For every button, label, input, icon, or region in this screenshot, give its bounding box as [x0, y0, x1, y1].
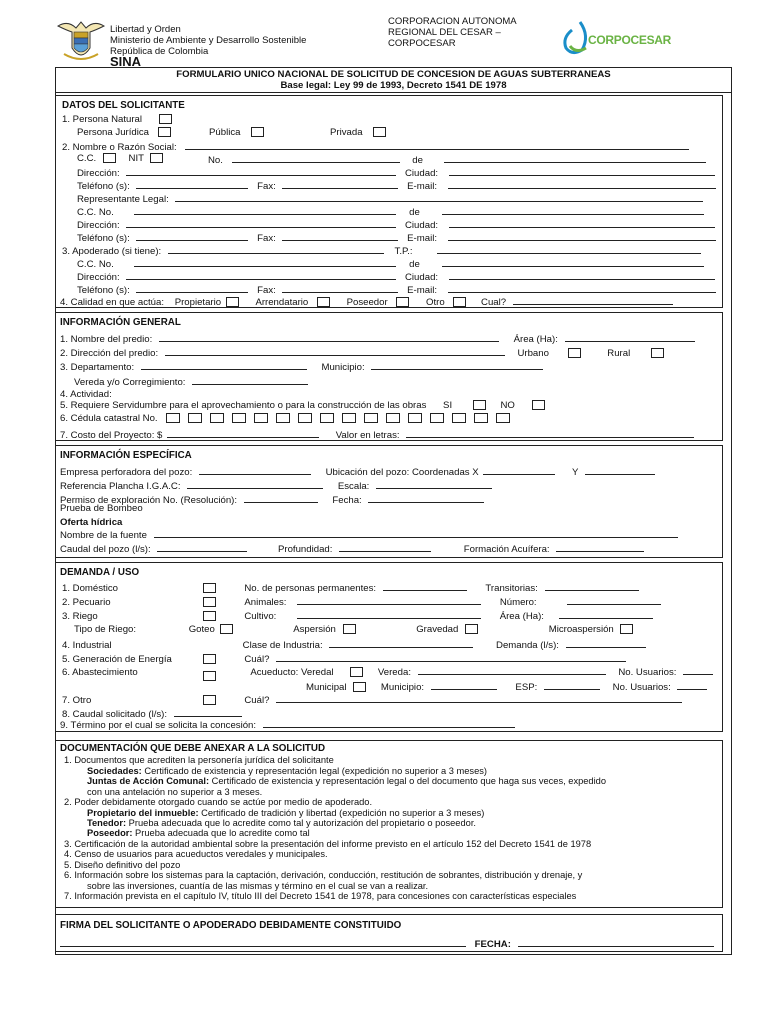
label-energia: 5. Generación de Energía	[62, 654, 172, 665]
cedula-catastral-box[interactable]	[430, 413, 444, 423]
field-de-3[interactable]	[442, 257, 704, 267]
label-riego: 3. Riego	[62, 611, 98, 622]
row-tipo-riego	[74, 624, 633, 635]
field-caudal-solicitado[interactable]	[174, 707, 242, 717]
label-ubicacion: Ubicación del pozo: Coordenadas X	[325, 467, 479, 478]
label-poseedor: Poseedor	[346, 297, 388, 308]
label-fax-1: Fax:	[257, 181, 276, 192]
label-domestico: 1. Doméstico	[62, 583, 118, 594]
checkbox-domestico[interactable]	[203, 583, 216, 593]
field-numero[interactable]	[567, 595, 661, 605]
label-valor-letras: Valor en letras:	[335, 430, 400, 441]
field-termino[interactable]	[263, 718, 515, 728]
field-nombre-razon[interactable]	[185, 140, 689, 150]
row-plancha	[60, 479, 492, 492]
corpocesar-logo-text: CORPOCESAR	[588, 33, 672, 47]
label-de-2: de	[409, 207, 420, 218]
checkbox-si[interactable]	[473, 400, 486, 410]
field-profundidad[interactable]	[339, 542, 431, 552]
cedula-catastral-box[interactable]	[232, 413, 246, 423]
label-cc-no-1: C.C. No.	[77, 207, 114, 218]
label-cc: C.C.	[77, 153, 97, 164]
checkbox-poseedor[interactable]	[396, 297, 409, 307]
row-publica	[209, 127, 264, 138]
sina-label: SINA	[110, 54, 142, 69]
field-municipio[interactable]	[371, 360, 543, 370]
doc-item-5: 5. Diseño definitivo del pozo	[64, 860, 181, 870]
label-abastecimiento: 6. Abastecimiento	[62, 667, 138, 678]
label-fax-2: Fax:	[257, 233, 276, 244]
field-fecha-permiso[interactable]	[368, 493, 484, 503]
cedula-catastral-box[interactable]	[188, 413, 202, 423]
label-direccion-1: Dirección:	[77, 168, 120, 179]
cedula-catastral-box[interactable]	[298, 413, 312, 423]
doc-item-1: 1. Documentos que acrediten la personería jurídica del solicitante	[64, 755, 334, 765]
field-cultivo[interactable]	[297, 609, 481, 619]
checkbox-otro-uso[interactable]	[203, 695, 216, 705]
row-otro-uso	[62, 693, 682, 706]
field-email-2[interactable]	[448, 231, 716, 241]
label-vereda-ab: Vereda:	[377, 667, 411, 678]
checkbox-cc[interactable]	[103, 153, 116, 163]
label-industrial: 4. Industrial	[62, 640, 112, 651]
doc-item-2: 2. Poder debidamente otorgado cuando se actúe por medio de apoderado.	[64, 797, 373, 807]
label-rural: Rural	[607, 348, 631, 359]
label-fecha-firma: FECHA:	[474, 939, 511, 950]
field-animales[interactable]	[297, 595, 481, 605]
doc-item-3: 3. Certificación de la autoridad ambiental sobre la presentación del informe previsto en el artículo 152 del Decreto 1541 de 1978	[64, 839, 592, 849]
row-direccion-1	[77, 166, 715, 179]
label-de-3: de	[409, 259, 420, 270]
checkbox-energia[interactable]	[203, 654, 216, 664]
doc-item-7: 7. Información prevista en el capítulo IV, título III del Decreto 1541 de 1978, para concesiones con características especiales	[64, 891, 577, 901]
checkbox-persona-natural[interactable]	[159, 114, 172, 124]
checkbox-otro[interactable]	[453, 297, 466, 307]
field-ciudad-2[interactable]	[449, 218, 715, 228]
field-ciudad-3[interactable]	[449, 270, 715, 280]
field-vereda-ab[interactable]	[418, 665, 606, 675]
label-otro-uso: 7. Otro	[62, 695, 92, 706]
row-nombre-predio	[60, 332, 695, 345]
label-ciudad-2: Ciudad:	[405, 220, 439, 231]
field-direccion-3[interactable]	[126, 270, 396, 280]
label-cual: Cual?	[481, 297, 507, 308]
row-costo	[60, 428, 694, 441]
label-clase-industria: Clase de Industria:	[242, 640, 323, 651]
section-title-solicitante: DATOS DEL SOLICITANTE	[62, 100, 185, 111]
label-nit: NIT	[128, 153, 144, 164]
label-nombre-razon: 2. Nombre o Razón Social:	[62, 142, 177, 153]
label-urbano: Urbano	[517, 348, 549, 359]
doc-item-6: 6. Información sobre los sistemas para la captación, derivación, conducción, restitución de sobrantes, distribución y drenaje, y	[64, 870, 583, 880]
row-departamento	[60, 360, 543, 373]
label-caudal-pozo: Caudal del pozo (l/s):	[60, 544, 151, 555]
cedula-catastral-box[interactable]	[364, 413, 378, 423]
doc-item-1c: con una antelación no superior a 3 meses.	[87, 787, 263, 797]
label-fuente: Nombre de la fuente	[60, 530, 147, 541]
field-fuente[interactable]	[154, 528, 678, 538]
field-apoderado[interactable]	[168, 244, 384, 254]
label-cual-otro: Cuál?	[244, 695, 270, 706]
label-no-serv: NO	[500, 400, 515, 411]
label-telefono-2: Teléfono (s):	[77, 233, 130, 244]
label-direccion-3: Dirección:	[77, 272, 120, 283]
title-line-1: FORMULARIO UNICO NACIONAL DE SOLICITUD DE CONCESION DE AGUAS SUBTERRANEAS	[176, 69, 611, 80]
cedula-catastral-box[interactable]	[496, 413, 510, 423]
row-cc-nit	[77, 153, 163, 164]
label-personas: No. de personas permanentes:	[244, 583, 377, 594]
checkbox-rural[interactable]	[651, 348, 664, 358]
checkbox-no[interactable]	[532, 400, 545, 410]
checkbox-municipal[interactable]	[353, 682, 366, 692]
label-municipio: Municipio:	[321, 362, 365, 373]
checkbox-abastecimiento[interactable]	[203, 671, 216, 681]
label-persona-juridica: Persona Jurídica	[77, 127, 149, 138]
checkbox-persona-juridica[interactable]	[158, 127, 171, 137]
checkbox-urbano[interactable]	[568, 348, 581, 358]
label-formacion: Formación Acuífera:	[463, 544, 550, 555]
field-fax-3[interactable]	[282, 283, 398, 293]
label-representante: Representante Legal:	[77, 194, 169, 205]
header	[0, 0, 768, 68]
label-microaspersion: Microaspersión	[548, 624, 614, 635]
cedula-catastral-box[interactable]	[386, 413, 400, 423]
field-plancha[interactable]	[187, 479, 323, 489]
row-abastecimiento	[62, 665, 713, 678]
row-persona-juridica	[77, 127, 171, 138]
field-direccion-predio[interactable]	[165, 346, 505, 356]
row-actividad	[60, 389, 112, 400]
row-direccion-predio	[60, 346, 664, 359]
label-email-1: E-mail:	[407, 181, 438, 192]
cedula-catastral-box[interactable]	[342, 413, 356, 423]
field-email-3[interactable]	[448, 283, 716, 293]
label-empresa: Empresa perforadora del pozo:	[60, 467, 193, 478]
label-oferta: Oferta hídrica	[60, 517, 123, 528]
field-fax-1[interactable]	[282, 179, 398, 189]
doc-item-2a-label: Propietario del inmueble:	[87, 808, 199, 818]
row-empresa	[60, 465, 655, 478]
field-coord-x[interactable]	[483, 465, 555, 475]
label-usuarios-2: No. Usuarios:	[612, 682, 671, 693]
label-cc-no-2: C.C. No.	[77, 259, 114, 270]
field-area-predio[interactable]	[565, 332, 695, 342]
label-area-riego: Área (Ha):	[499, 611, 544, 622]
corp-line-2: REGIONAL DEL CESAR –	[388, 27, 501, 38]
row-direccion-3	[77, 270, 715, 283]
row-privada	[330, 127, 386, 138]
government-lines	[110, 24, 306, 57]
label-de: de	[412, 155, 423, 166]
doc-item-2c	[87, 828, 310, 839]
label-transitorias: Transitorias:	[485, 583, 538, 594]
label-aspersion: Aspersión	[293, 624, 336, 635]
corp-line-1: CORPORACION AUTONOMA	[388, 16, 517, 27]
label-direccion-predio: 2. Dirección del predio:	[60, 348, 159, 359]
field-direccion-1[interactable]	[126, 166, 396, 176]
label-fecha-permiso: Fecha:	[332, 495, 362, 506]
cedula-catastral-box[interactable]	[210, 413, 224, 423]
label-email-2: E-mail:	[407, 233, 438, 244]
checkbox-goteo[interactable]	[220, 624, 233, 634]
row-oferta	[60, 517, 122, 528]
label-telefono-1: Teléfono (s):	[77, 181, 130, 192]
label-termino: 9. Término por el cual se solicita la concesión:	[60, 720, 257, 731]
doc-item-2c-text: Prueba adecuada que lo acredite como tal	[132, 828, 310, 838]
label-pecuario: 2. Pecuario	[62, 597, 111, 608]
doc-item-1b	[87, 776, 606, 787]
label-municipal: Municipal	[306, 682, 347, 693]
field-cual-otro[interactable]	[276, 693, 682, 703]
field-nombre-predio[interactable]	[159, 332, 499, 342]
label-numero: Número:	[499, 597, 537, 608]
row-firma	[60, 937, 714, 950]
checkbox-pecuario[interactable]	[203, 597, 216, 607]
corporation-lines	[388, 16, 517, 49]
label-propietario: Propietario	[174, 297, 222, 308]
doc-item-1b-text: Certificado de existencia y representación legal o del documento que haga sus veces, expedido	[209, 776, 607, 786]
checkbox-propietario[interactable]	[226, 297, 239, 307]
field-usuarios-1[interactable]	[683, 665, 713, 675]
doc-item-1a	[87, 766, 487, 777]
label-usuarios-1: No. Usuarios:	[618, 667, 677, 678]
field-permiso[interactable]	[244, 493, 318, 503]
field-telefono-3[interactable]	[136, 283, 248, 293]
form-title	[55, 67, 732, 92]
label-plancha: Referencia Plancha I.G.A.C:	[60, 481, 181, 492]
field-formacion[interactable]	[556, 542, 644, 552]
doc-item-1b-label: Juntas de Acción Comunal:	[87, 776, 210, 786]
field-fax-2[interactable]	[282, 231, 398, 241]
label-bombeo: Prueba de Bombeo	[60, 503, 143, 514]
field-esp[interactable]	[544, 680, 600, 690]
label-demanda-ls: Demanda (l/s):	[496, 640, 559, 651]
doc-item-2c-label: Poseedor:	[87, 828, 133, 838]
label-municipio-ab: Municipio:	[380, 682, 425, 693]
row-domestico	[62, 581, 639, 594]
label-telefono-3: Teléfono (s):	[77, 285, 130, 296]
label-caudal-solicitado: 8. Caudal solicitado (l/s):	[62, 709, 168, 720]
label-coord-y: Y	[572, 467, 579, 478]
label-direccion-2: Dirección:	[77, 220, 120, 231]
section-title-general: INFORMACIÓN GENERAL	[60, 317, 181, 328]
doc-item-6b: sobre las inversiones, cuantía de las mismas y término en el cual se van a realizar.	[87, 881, 429, 891]
label-permiso: Permiso de exploración No. (Resolución):	[60, 495, 238, 506]
field-fecha-firma[interactable]	[518, 937, 714, 947]
label-acueducto-veredal: Acueducto: Veredal	[250, 667, 334, 678]
label-vereda: Vereda y/o Corregimiento:	[74, 377, 186, 388]
label-cual-energia: Cuál?	[244, 654, 270, 665]
label-persona-natural: 1. Persona Natural	[62, 114, 142, 125]
label-fax-3: Fax:	[257, 285, 276, 296]
checkbox-microaspersion[interactable]	[620, 624, 633, 634]
field-area-riego[interactable]	[559, 609, 653, 619]
colombia-coat-of-arms-icon	[56, 18, 106, 66]
label-area-predio: Área (Ha):	[513, 334, 558, 345]
field-cual[interactable]	[513, 295, 673, 305]
label-si: SI	[443, 400, 453, 411]
label-departamento: 3. Departamento:	[60, 362, 135, 373]
cedula-catastral-box[interactable]	[452, 413, 466, 423]
cedula-catastral-box[interactable]	[474, 413, 488, 423]
row-persona-natural	[62, 114, 172, 125]
label-profundidad: Profundidad:	[278, 544, 333, 555]
field-municipio-ab[interactable]	[431, 680, 497, 690]
doc-item-1a-label: Sociedades:	[87, 766, 142, 776]
checkbox-veredal[interactable]	[350, 667, 363, 677]
row-caudal-pozo	[60, 542, 644, 555]
field-cc-no-1[interactable]	[134, 205, 396, 215]
field-email-1[interactable]	[448, 179, 716, 189]
label-escala: Escala:	[337, 481, 370, 492]
checkbox-nit[interactable]	[150, 153, 163, 163]
section-title-especifica: INFORMACIÓN ESPECÍFICA	[60, 450, 192, 461]
checkbox-riego[interactable]	[203, 611, 216, 621]
section-title-documentacion: DOCUMENTACIÓN QUE DEBE ANEXAR A LA SOLICITUD	[60, 743, 326, 754]
label-goteo: Goteo	[188, 624, 215, 635]
field-no[interactable]	[232, 153, 400, 163]
cedula-catastral-box[interactable]	[276, 413, 290, 423]
field-ciudad-1[interactable]	[449, 166, 715, 176]
cedula-catastral-box[interactable]	[254, 413, 268, 423]
row-calidad	[60, 295, 673, 308]
label-apoderado: 3. Apoderado (si tiene):	[62, 246, 162, 257]
title-line-2: Base legal: Ley 99 de 1993, Decreto 1541 DE 1978	[280, 80, 507, 91]
label-nombre-predio: 1. Nombre del predio:	[60, 334, 153, 345]
row-no-de	[208, 153, 706, 166]
row-fuente	[60, 528, 678, 541]
cedula-catastral-box[interactable]	[166, 413, 180, 423]
label-email-3: E-mail:	[407, 285, 438, 296]
doc-item-2b	[87, 818, 476, 829]
field-direccion-2[interactable]	[126, 218, 396, 228]
gov-line-3: República de Colombia	[110, 46, 209, 57]
label-otro: Otro	[426, 297, 445, 308]
field-caudal-pozo[interactable]	[157, 542, 247, 552]
row-termino	[60, 718, 515, 731]
label-tp: T.P.:	[394, 246, 413, 257]
label-costo: 7. Costo del Proyecto: $	[60, 430, 163, 441]
row-telefono-2	[77, 231, 716, 244]
field-usuarios-2[interactable]	[677, 680, 707, 690]
field-empresa[interactable]	[199, 465, 311, 475]
row-energia	[62, 652, 626, 665]
field-valor-letras[interactable]	[406, 428, 694, 438]
label-tipo-riego: Tipo de Riego:	[74, 624, 137, 635]
label-servidumbre: 5. Requiere Servidumbre para el aprovechamiento o para la construcción de las obras	[60, 400, 427, 411]
field-telefono-1[interactable]	[136, 179, 248, 189]
row-cedula-catastral	[60, 413, 510, 424]
field-escala[interactable]	[376, 479, 492, 489]
label-no: No.	[208, 155, 223, 166]
cedula-catastral-boxes	[160, 413, 510, 424]
checkbox-aspersion[interactable]	[343, 624, 356, 634]
label-arrendatario: Arrendatario	[255, 297, 309, 308]
row-representante	[77, 192, 703, 205]
checkbox-privada[interactable]	[373, 127, 386, 137]
label-calidad: 4. Calidad en que actúa:	[60, 297, 165, 308]
row-direccion-2	[77, 218, 715, 231]
field-clase-industria[interactable]	[329, 638, 473, 648]
row-vereda	[74, 375, 308, 388]
field-personas[interactable]	[383, 581, 467, 591]
gov-line-1: Libertad y Orden	[110, 24, 181, 35]
row-telefono-1	[77, 179, 716, 192]
field-departamento[interactable]	[141, 360, 307, 370]
row-nombre-razon	[62, 140, 689, 153]
field-cual-energia[interactable]	[276, 652, 626, 662]
label-animales: Animales:	[244, 597, 287, 608]
label-cedula-catastral: 6. Cédula catastral No.	[60, 413, 158, 424]
cedula-catastral-box[interactable]	[320, 413, 334, 423]
label-privada: Privada	[330, 127, 363, 138]
cedula-catastral-box[interactable]	[408, 413, 422, 423]
label-gravedad: Gravedad	[416, 624, 459, 635]
row-riego	[62, 609, 653, 622]
field-tp[interactable]	[437, 244, 701, 254]
field-demanda-ls[interactable]	[566, 638, 646, 648]
label-ciudad-3: Ciudad:	[405, 272, 439, 283]
gov-line-2: Ministerio de Ambiente y Desarrollo Sostenible	[110, 35, 307, 46]
section-title-demanda: DEMANDA / USO	[60, 567, 140, 578]
row-cc-no-2	[77, 257, 704, 270]
checkbox-publica[interactable]	[251, 127, 264, 137]
section-title-firma: FIRMA DEL SOLICITANTE O APODERADO DEBIDAMENTE CONSTITUIDO	[60, 920, 402, 931]
label-publica: Pública	[209, 127, 241, 138]
field-de-2[interactable]	[442, 205, 704, 215]
doc-item-2a-text: Certificado de tradición y libertad (expedición no superior a 3 meses)	[198, 808, 485, 818]
field-telefono-2[interactable]	[136, 231, 248, 241]
row-industrial	[62, 638, 646, 651]
corp-line-3: CORPOCESAR	[388, 38, 456, 49]
row-cc-no-1	[77, 205, 704, 218]
label-esp: ESP:	[515, 682, 538, 693]
field-firma[interactable]	[60, 937, 466, 947]
field-coord-y[interactable]	[585, 465, 655, 475]
row-bombeo	[60, 503, 143, 514]
doc-item-2a	[87, 808, 484, 819]
doc-item-2b-label: Tenedor:	[87, 818, 127, 828]
row-apoderado	[62, 244, 701, 257]
checkbox-arrendatario[interactable]	[317, 297, 330, 307]
label-ciudad-1: Ciudad:	[405, 168, 439, 179]
doc-item-2b-text: Prueba adecuada que lo acredite como tal y autorización del propietario o poseedor.	[126, 818, 476, 828]
field-costo[interactable]	[167, 428, 319, 438]
checkbox-gravedad[interactable]	[465, 624, 478, 634]
field-cc-no-2[interactable]	[134, 257, 396, 267]
field-representante[interactable]	[175, 192, 703, 202]
row-pecuario	[62, 595, 661, 608]
row-servidumbre	[60, 400, 545, 411]
doc-item-1a-text: Certificado de existencia y representación legal (expedición no superior a 3 meses)	[141, 766, 487, 776]
row-municipal	[306, 680, 707, 693]
doc-item-4: 4. Censo de usuarios para acueductos veredales y municipales.	[64, 849, 328, 859]
label-cultivo: Cultivo:	[244, 611, 277, 622]
label-actividad: 4. Actividad:	[60, 389, 112, 400]
field-transitorias[interactable]	[545, 581, 639, 591]
field-de[interactable]	[444, 153, 706, 163]
field-vereda[interactable]	[192, 375, 308, 385]
